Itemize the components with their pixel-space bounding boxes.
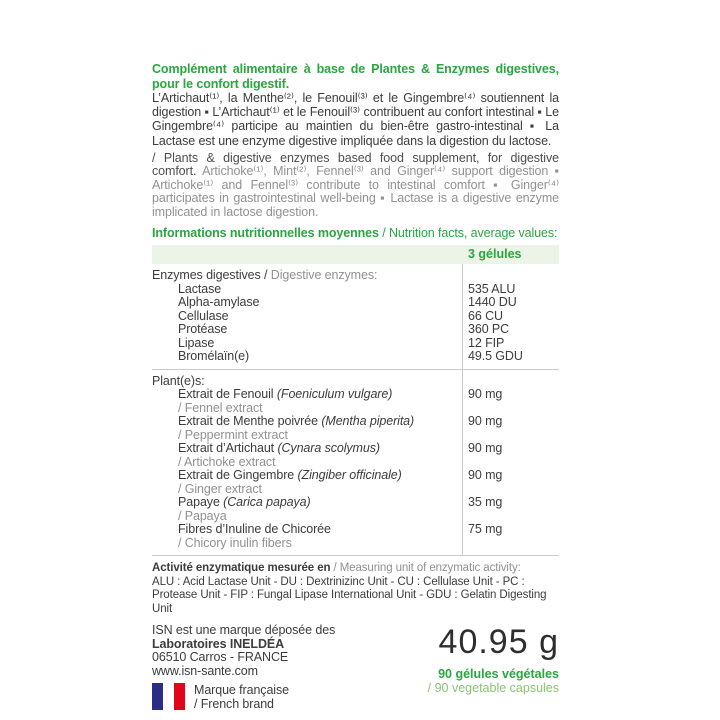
enzyme-row [152,296,559,310]
plant-value: 90 mg [468,387,503,402]
company-website: www.isn-sante.com [152,663,258,678]
weight-block [428,624,559,695]
nutrition-table [152,245,559,556]
plant-name-en: / Fennel extract [178,400,263,415]
french-brand-text [194,683,289,711]
plant-row [152,388,559,402]
enzyme-name: Protéase [178,322,228,337]
trademark-line: ISN est une marque déposée des [152,623,336,638]
net-weight: 40.95 g [438,623,559,662]
enzyme-row [152,283,559,297]
plant-name-en: / Papaya [178,508,227,523]
brand-label-en: / French brand [194,696,274,711]
plant-name-fr: Extrait de Fenouil [178,387,277,402]
plant-row [152,496,559,510]
product-claim-title: Complément alimentaire à base de Plantes & Enzymes digestives, pour le confort digestif. [152,62,559,91]
company-address: 06510 Carros - FRANCE [152,650,289,665]
plant-name-fr: Extrait de Gingembre [178,468,298,483]
plant-value: 35 mg [468,495,503,510]
french-brand-row [152,683,335,711]
plant-name-fr: Extrait de Menthe poivrée [178,414,322,429]
capsule-count-en: / 90 vegetable capsules [427,681,559,696]
plant-row [152,415,559,429]
table-header-row [152,245,559,264]
enzyme-row [152,350,559,364]
label-footer [152,624,559,711]
nutrition-heading [152,226,559,240]
plant-row [152,469,559,483]
footnote-label-en: / Measuring unit of enzymatic activity: [333,562,521,575]
plants-section-label: Plant(e)s: [152,373,205,388]
enzyme-name: Bromélaïn(e) [178,349,250,364]
enzyme-value: 49.5 GDU [468,349,523,364]
plant-name-fr: Papaye [178,495,224,510]
plant-name-fr: Fibres d’Inuline de Chicorée [178,522,331,537]
plant-value: 90 mg [468,414,503,429]
enzymatic-activity-footnote [152,562,559,616]
enzyme-value: 360 PC [468,322,510,337]
plant-row [152,523,559,537]
enzyme-value: 535 ALU [468,281,516,296]
brand-label-fr: Marque française [194,683,289,698]
plant-value: 90 mg [468,468,503,483]
label-content [152,62,559,711]
flag-red-stripe [174,683,185,710]
plant-latin-name: (Mentha piperita) [321,414,415,429]
enzyme-row [152,337,559,351]
flag-white-stripe [163,683,174,710]
french-flag-icon [152,683,185,710]
plant-value: 90 mg [468,441,503,456]
company-block [152,624,335,711]
nutrition-heading-en: / Nutrition facts, average values: [378,226,558,241]
enzyme-row [152,323,559,337]
enzyme-value: 66 CU [468,308,503,323]
claim-paragraph-en-body: Artichoke⁽¹⁾, Mint⁽²⁾, Fennel⁽³⁾ and Ginger⁽⁴⁾ support digestion ▪ Artichoke⁽¹⁾ and Fennel⁽³⁾ contribute to intestinal comfort ▪ Ginger⁽⁴⁾ participates in gastrointestinal well-being ▪ Lactase is a digestive enzyme implicated in lactose digestion. [152,164,559,219]
claim-paragraph-fr: L’Artichaut⁽¹⁾, la Menthe⁽²⁾, le Fenouil⁽³⁾ et le Gingembre⁽⁴⁾ soutiennent la digestion ▪ L’Artichaut⁽¹⁾ et le Fenouil⁽³⁾ contribuent au confort intestinal ▪ Le Gingembre⁽⁴⁾ participe au maintien du bien-être gastro-intestinal ▪ La Lactase est une enzyme digestive impliquée dans la digestion du lactose. [152,91,559,148]
plant-latin-name: (Cynara scolymus) [277,441,380,456]
plant-name-en: / Peppermint extract [178,427,288,442]
company-name: Laboratoires INELDÉA [152,636,285,651]
flag-blue-stripe [152,683,163,710]
enzyme-name: Alpha-amylase [178,295,260,310]
enzymes-label-fr: Enzymes digestives / [152,268,271,283]
enzymes-label-en: Digestive enzymes: [270,268,378,283]
plant-latin-name: (Zingiber officinale) [297,468,402,483]
plant-name-en: / Ginger extract [178,481,262,496]
enzyme-value: 1440 DU [468,295,517,310]
plant-row [152,442,559,456]
table-column-header: 3 gélules [468,247,522,262]
enzyme-row [152,310,559,324]
plant-name-en: / Chicory inulin fibers [178,535,292,550]
enzyme-name: Lactase [178,281,222,296]
enzyme-name: Cellulase [178,308,229,323]
plant-name-en: / Artichoke extract [178,454,276,469]
table-section-divider [152,369,559,370]
enzymes-section-label [152,269,559,283]
plant-latin-name: (Foeniculum vulgare) [276,387,393,402]
claim-paragraph-en [152,152,559,220]
plant-name-fr: Extrait d’Artichaut [178,441,278,456]
footnote-label [152,562,559,576]
footnote-units: ALU : Acid Lactase Unit - DU : Dextrinizinc Unit - CU : Cellulase Unit - PC : Protease Unit - FIP : Fungal Lipase International Unit - GDU : Gelatin Digesting Unit [152,575,547,615]
footnote-label-fr: Activité enzymatique mesurée en [152,562,334,575]
capsule-count-fr: 90 gélules végétales [438,667,559,682]
table-body [152,264,559,550]
enzyme-value: 12 FIP [468,335,505,350]
enzyme-name: Lipase [178,335,215,350]
nutrition-heading-fr: Informations nutritionnelles moyennes [152,226,379,241]
claim-paragraph-en-lead: / Plants & digestive enzymes based food supplement, for digestive comfort. [152,150,559,179]
plant-latin-name: (Carica papaya) [223,495,311,510]
plant-value: 75 mg [468,522,503,537]
